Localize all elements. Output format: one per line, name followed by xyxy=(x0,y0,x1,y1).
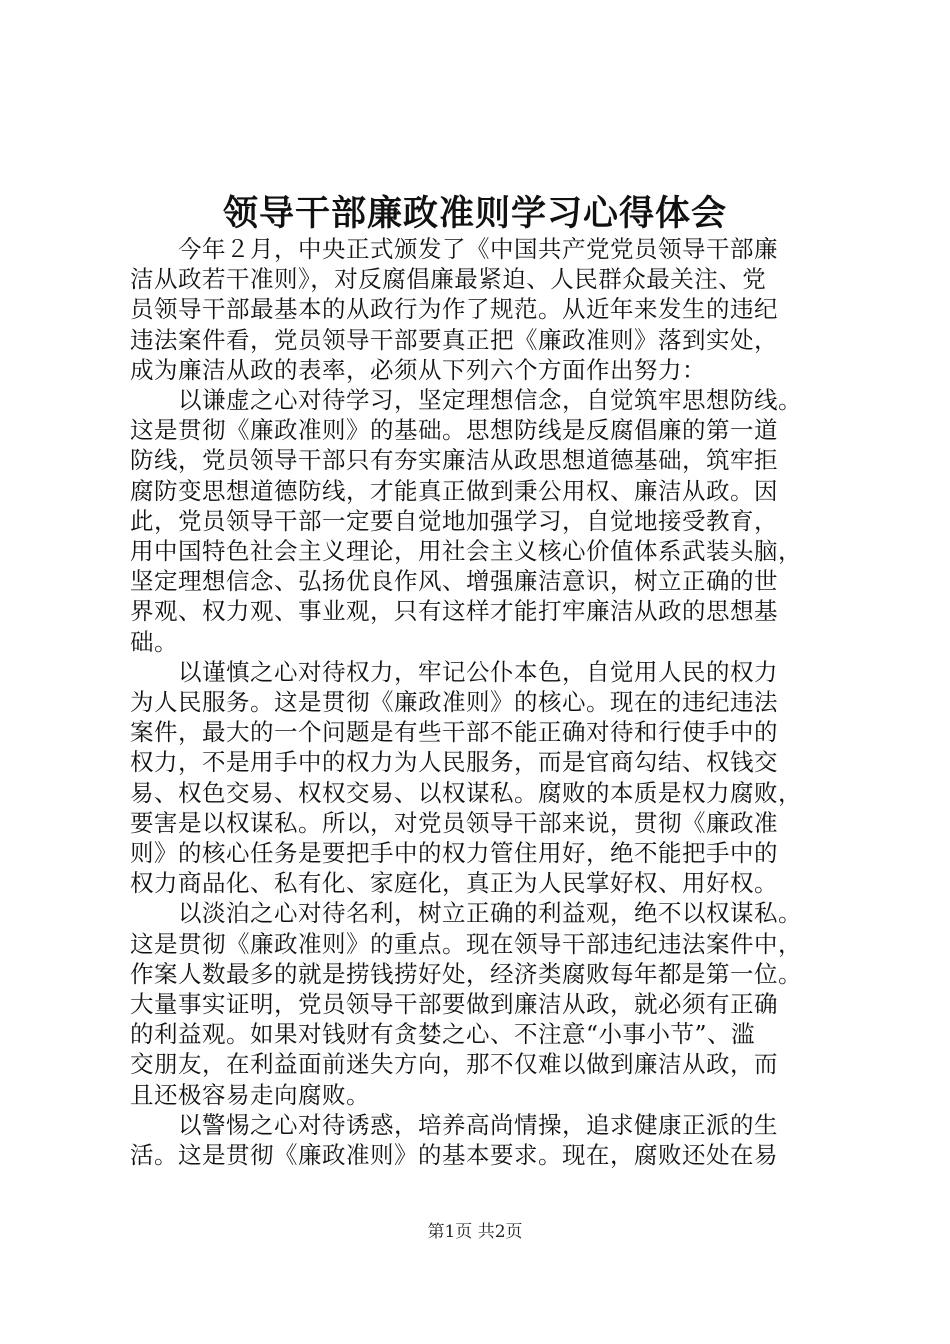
body-line: 坚定理想信念、弘扬优良作风、增强廉洁意识，树立正确的世 xyxy=(130,567,778,596)
body-line: 交朋友，在利益面前迷失方向，那不仅难以做到廉洁从政，而 xyxy=(130,1050,778,1079)
body-line: 以淡泊之心对待名利，树立正确的利益观，绝不以权谋私。 xyxy=(130,899,802,928)
body-line: 以警惕之心对待诱惑，培养高尚情操，追求健康正派的生 xyxy=(130,1110,778,1139)
body-line: 洁从政若干准则》，对反腐倡廉最紧迫、人民群众最关注、党 xyxy=(130,265,767,294)
body-line: 腐防变思想道德防线，才能真正做到秉公用权、廉洁从政。因 xyxy=(130,476,778,505)
body-line: 以谦虚之心对待学习，坚定理想信念，自觉筑牢思想防线。 xyxy=(130,386,802,415)
body-line: 此，党员领导干部一定要自觉地加强学习，自觉地接受教育， xyxy=(130,506,778,535)
body-line: 权力商品化、私有化、家庭化，真正为人民掌好权、用好权。 xyxy=(130,869,778,898)
document-title: 领导干部廉政准则学习心得体会 xyxy=(222,193,727,234)
body-line: 易、权色交易、权权交易、以权谋私。腐败的本质是权力腐败， xyxy=(130,778,802,807)
body-line: 活。这是贯彻《廉政准则》的基本要求。现在，腐败还处在易 xyxy=(130,1141,778,1170)
body-line: 界观、权力观、事业观，只有这样才能打牢廉洁从政的思想基 xyxy=(130,597,778,626)
body-line: 大量事实证明，党员领导干部要做到廉洁从政，就必须有正确 xyxy=(130,990,778,1019)
body-line: 这是贯彻《廉政准则》的基础。思想防线是反腐倡廉的第一道 xyxy=(130,416,778,445)
document-body xyxy=(130,234,830,1170)
body-line: 违法案件看，党员领导干部要真正把《廉政准则》落到实处， xyxy=(130,325,778,354)
body-line: 且还极容易走向腐败。 xyxy=(130,1080,370,1109)
body-line: 为人民服务。这是贯彻《廉政准则》的核心。现在的违纪违法 xyxy=(130,688,778,717)
page-footer: 第1页 共2页 xyxy=(427,1222,523,1242)
body-line: 用中国特色社会主义理论，用社会主义核心价值体系武装头脑， xyxy=(130,537,802,566)
body-line: 成为廉洁从政的表率，必须从下列六个方面作出努力： xyxy=(130,355,706,384)
body-line: 员领导干部最基本的从政行为作了规范。从近年来发生的违纪 xyxy=(130,295,778,324)
body-line: 防线，党员领导干部只有夯实廉洁从政思想道德基础，筑牢拒 xyxy=(130,446,778,475)
body-line: 要害是以权谋私。所以，对党员领导干部来说，贯彻《廉政准 xyxy=(130,808,778,837)
body-line: 今年２月，中央正式颁发了《中国共产党党员领导干部廉 xyxy=(130,235,778,263)
body-line: 的利益观。如果对钱财有贪婪之心、不注意“小事小节”、滥 xyxy=(130,1020,756,1049)
body-line: 这是贯彻《廉政准则》的重点。现在领导干部违纪违法案件中， xyxy=(130,929,802,958)
body-line: 则》的核心任务是要把手中的权力管住用好，绝不能把手中的 xyxy=(130,839,778,868)
body-line: 础。 xyxy=(130,627,178,656)
body-line: 以谨慎之心对待权力，牢记公仆本色，自觉用人民的权力 xyxy=(130,657,778,686)
body-line: 作案人数最多的就是捞钱捞好处，经济类腐败每年都是第一位。 xyxy=(130,959,802,988)
body-line: 案件，最大的一个问题是有些干部不能正确对待和行使手中的 xyxy=(130,718,778,747)
body-line: 权力，不是用手中的权力为人民服务，而是官商勾结、权钱交 xyxy=(130,748,778,777)
